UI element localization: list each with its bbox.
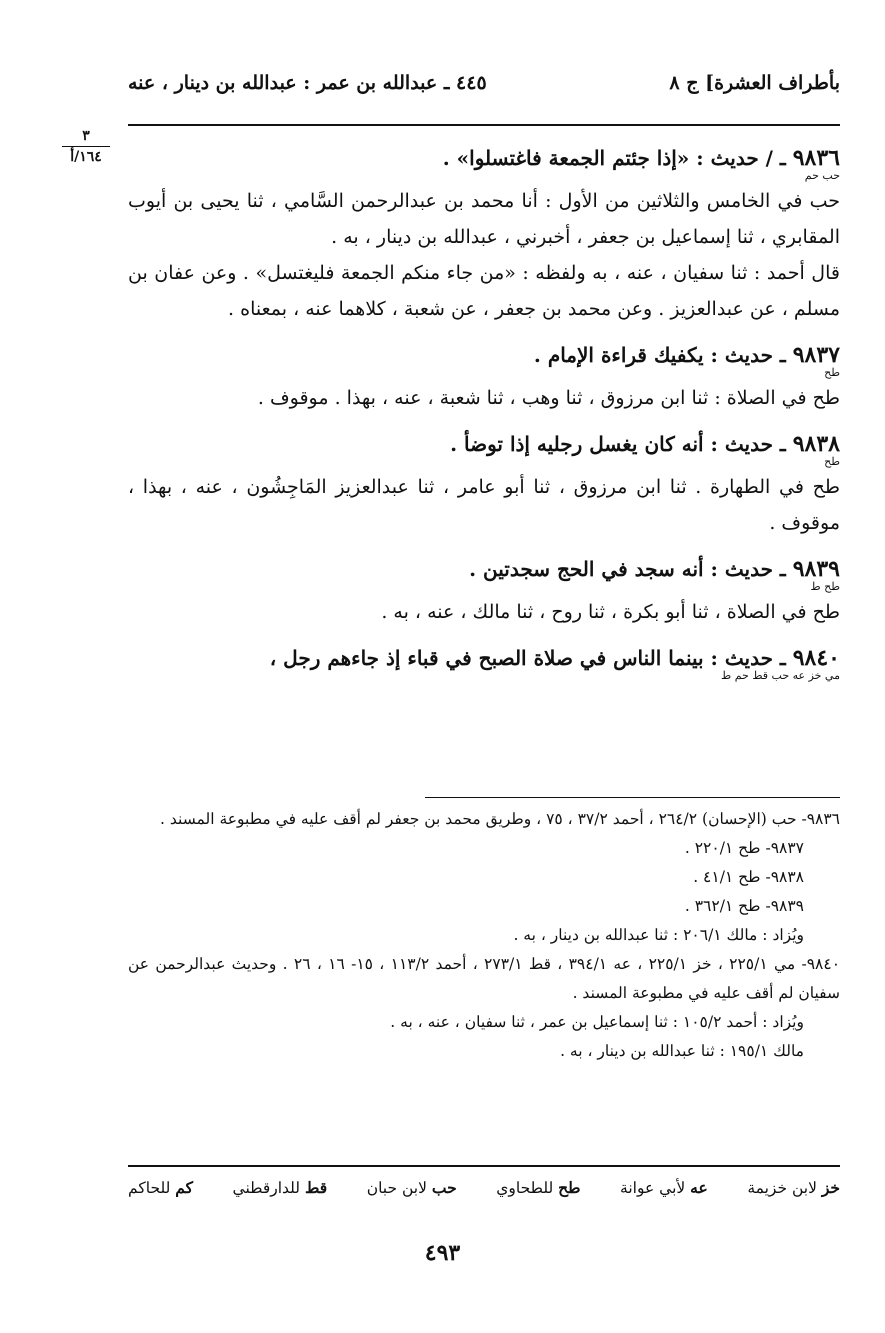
hadith-entry xyxy=(128,551,840,630)
hadith-title xyxy=(128,337,840,378)
hadith-title xyxy=(128,426,840,467)
source-sigla: مي خز عه حب قط حم ط xyxy=(721,669,840,682)
hadith-number: ٩٨٣٧ xyxy=(792,342,840,368)
hadith-paragraph: طح في الطهارة . ثنا ابن مرزوق ، ثنا أبو عامر ، ثنا عبدالعزيز المَاجِشُون ، عنه ، بهذا ، موقوف . xyxy=(128,476,840,534)
abbreviation xyxy=(620,1178,708,1197)
footnote: ٩٨٤٠- مي ٢٢٥/١ ، خز ٢٢٥/١ ، عه ٣٩٤/١ ، قط ٢٧٣/١ ، أحمد ١١٣/٢ ، ١٥- ١٦ ، ٢٦ . وحديث عبدالرحمن عن سفيان لم أقف عليه في مطبوعة المسند . xyxy=(128,955,841,1002)
abbreviations-rule xyxy=(128,1165,840,1167)
footnote: ٩٨٣٧- طح ٢٢٠/١ . xyxy=(684,839,804,857)
manuscript-margin-note xyxy=(62,128,110,165)
abbreviation-meaning: لأبي عوانة xyxy=(620,1179,686,1197)
main-text xyxy=(128,140,840,691)
footnote: ويُزاد : أحمد ١٠٥/٢ : ثنا إسماعيل بن عمر ، ثنا سفيان ، عنه ، به . xyxy=(390,1013,804,1031)
source-sigla: طح xyxy=(824,366,840,379)
hadith-paragraph: طح في الصلاة ، ثنا أبو بكرة ، ثنا روح ، ثنا مالك ، عنه ، به . xyxy=(381,601,840,623)
abbreviations-key xyxy=(128,1178,840,1197)
hadith-heading: ـ حديث : يكفيك قراءة الإمام . xyxy=(533,343,793,367)
abbreviation-meaning: للطحاوي xyxy=(496,1179,554,1197)
source-sigla: طح xyxy=(824,455,840,468)
hadith-number: ٩٨٣٩ xyxy=(792,556,840,582)
footnote: ٩٨٣٨- طح ٤١/١ . xyxy=(693,868,804,886)
abbreviation xyxy=(496,1178,580,1197)
abbreviation-meaning: للدارقطني xyxy=(232,1179,301,1197)
abbreviation xyxy=(128,1178,193,1197)
abbreviation-code: طح xyxy=(558,1178,581,1197)
footnote: ٩٨٣٦- حب (الإحسان) ٢٦٤/٢ ، أحمد ٣٧/٢ ، ٧٥ ، وطريق محمد بن جعفر لم أقف عليه في مطبوعة المسند . xyxy=(160,810,840,828)
running-header xyxy=(128,72,840,94)
abbreviation-meaning: للحاكم xyxy=(128,1179,171,1197)
hadith-heading: ـ / حديث : «إذا جئتم الجمعة فاغتسلوا» . xyxy=(442,146,793,170)
hadith-paragraph: طح في الصلاة : ثنا ابن مرزوق ، ثنا وهب ، ثنا شعبة ، عنه ، بهذا . موقوف . xyxy=(257,387,840,409)
hadith-paragraph: قال أحمد : ثنا سفيان ، عنه ، به ولفظه : «من جاء منكم الجمعة فليغتسل» . وعن عفان بن مسلم ، عن عبدالعزيز . وعن محمد بن جعفر ، عن شعبة ، كلاهما عنه ، بمعناه . xyxy=(128,262,840,320)
hadith-title xyxy=(128,551,840,592)
footnotes xyxy=(128,805,840,1066)
hadith-heading: ـ حديث : أنه كان يغسل رجليه إذا توضأ . xyxy=(450,432,793,456)
hadith-entry xyxy=(128,337,840,416)
abbreviation-code: عه xyxy=(690,1178,708,1197)
header-section-title: ٤٤٥ ـ عبدالله بن عمر : عبدالله بن دينار ، عنه xyxy=(128,72,487,94)
hadith-number: ٩٨٣٨ xyxy=(792,431,840,457)
source-sigla: طح ط xyxy=(810,580,840,593)
abbreviation-code: حب xyxy=(431,1178,457,1197)
abbreviation-code: خز xyxy=(821,1178,840,1197)
abbreviation-code: كم xyxy=(175,1178,193,1197)
abbreviation-meaning: لابن حبان xyxy=(366,1179,427,1197)
header-book-title: بأطراف العشرة] ج ٨ xyxy=(669,72,840,94)
hadith-number: ٩٨٣٦ xyxy=(792,145,840,171)
hadith-entry xyxy=(128,140,840,327)
footnote: ويُزاد : مالك ٢٠٦/١ : ثنا عبدالله بن دينار ، به . xyxy=(513,926,804,944)
hadith-heading: ـ حديث : بينما الناس في صلاة الصبح في قباء إذ جاءهم رجل ، xyxy=(269,646,793,670)
footnote: مالك ١٩٥/١ : ثنا عبدالله بن دينار ، به . xyxy=(560,1042,804,1060)
abbreviation-code: قط xyxy=(304,1178,328,1197)
page-number: ٤٩٣ xyxy=(424,1240,461,1266)
abbreviation xyxy=(233,1178,328,1197)
source-sigla: حب حم xyxy=(804,169,840,182)
hadith-title xyxy=(128,140,840,181)
abbreviation xyxy=(747,1178,840,1197)
hadith-number: ٩٨٤٠ xyxy=(792,645,840,671)
hadith-entry xyxy=(128,426,840,541)
footnote-rule xyxy=(425,797,840,798)
abbreviation xyxy=(367,1178,457,1197)
hadith-entry xyxy=(128,640,840,681)
header-rule xyxy=(128,124,840,126)
hadith-heading: ـ حديث : أنه سجد في الحج سجدتين . xyxy=(469,557,793,581)
margin-note-number: ٣ xyxy=(62,128,110,147)
margin-note-folio: ١٦٤/أ xyxy=(70,149,102,165)
footnote: ٩٨٣٩- طح ٣٦٢/١ . xyxy=(684,897,804,915)
abbreviation-meaning: لابن خزيمة xyxy=(747,1179,817,1197)
hadith-title xyxy=(128,640,840,681)
hadith-paragraph: حب في الخامس والثلاثين من الأول : أنا محمد بن عبدالرحمن السَّامي ، ثنا يحيى بن أيوب المقابري ، ثنا إسماعيل بن جعفر ، أخبرني ، عبدالله بن دينار ، به . xyxy=(128,190,840,248)
